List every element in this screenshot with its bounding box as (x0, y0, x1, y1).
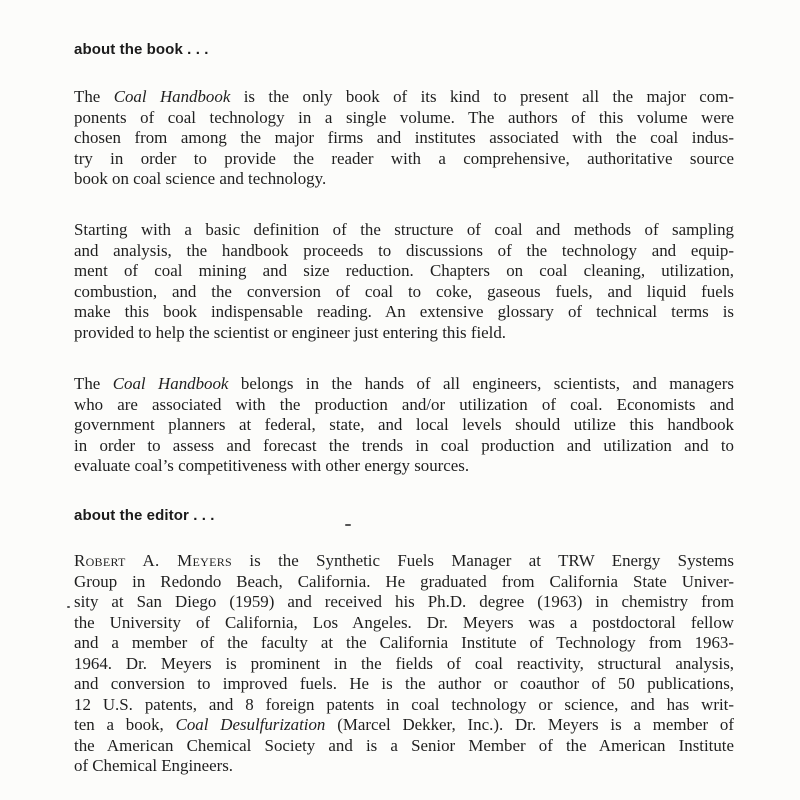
text-line: government planners at federal, state, and local levels should utilize this handbook (74, 415, 734, 434)
text-line: the American Chemical Society and is a Senior Member of the American Institute (74, 735, 734, 755)
book-description-paragraph-3 (74, 374, 734, 477)
text-line: ment of coal mining and size reduction. Chapters on coal cleaning, utilization, (74, 261, 734, 280)
about-the-editor-heading: about the editor . . . (74, 507, 215, 524)
text-line: of Chemical Engineers. (74, 756, 234, 775)
text-line: Group in Redondo Beach, California. He graduated from California State Univer- (74, 571, 734, 591)
text-line: evaluate coal’s competitiveness with other energy sources. (74, 456, 470, 475)
editor-biography-paragraph (74, 551, 734, 777)
print-speck (345, 524, 351, 526)
text-line: in order to assess and forecast the trends in coal production and utilization and to (74, 435, 734, 455)
text-line: make this book indispensable reading. An extensive glossary of technical terms is (74, 302, 734, 321)
text-line: and analysis, the handbook proceeds to discussions of the technology and equip- (74, 240, 734, 260)
text-line: the University of California, Los Angeles. Dr. Meyers was a postdoctoral fellow (74, 612, 734, 632)
book-description-paragraph-1 (74, 87, 734, 190)
text-line: provided to help the scientist or engineer just entering this field. (74, 322, 507, 342)
book-title-italic: Coal Desulfurization (175, 715, 326, 734)
text-line: Robert A. Meyers is the Synthetic Fuels Manager at TRW Energy Systems (74, 551, 734, 570)
text-line: try in order to provide the reader with a comprehensive, authoritative source (74, 148, 734, 168)
text-line: sity at San Diego (1959) and received his Ph.D. degree (1963) in chemistry from (74, 592, 734, 611)
book-title-italic: Coal Handbook (113, 87, 231, 106)
text-line: ten a book, Coal Desulfurization (Marcel Dekker, Inc.). Dr. Meyers is a member of (74, 715, 734, 734)
text-line: 12 U.S. patents, and 8 foreign patents in coal technology or science, and has writ- (74, 694, 734, 714)
editor-name: Robert A. Meyers (74, 551, 233, 570)
book-description-paragraph-2 (74, 220, 734, 343)
text-line: Starting with a basic definition of the structure of coal and methods of sampling (74, 220, 734, 239)
text-line: chosen from among the major firms and institutes associated with the coal indus- (74, 128, 734, 147)
text-line: who are associated with the production and/or utilization of coal. Economists and (74, 394, 734, 414)
text-line: and conversion to improved fuels. He is the author or coauthor of 50 publications, (74, 674, 734, 693)
text-line: The Coal Handbook is the only book of its kind to present all the major com- (74, 87, 735, 106)
text-line: book on coal science and technology. (74, 169, 327, 188)
text-line: combustion, and the conversion of coal to coke, gaseous fuels, and liquid fuels (74, 281, 734, 301)
text-line: 1964. Dr. Meyers is prominent in the fields of coal reactivity, structural analysis, (74, 653, 734, 673)
book-title-italic: Coal Handbook (112, 374, 229, 393)
about-the-book-heading: about the book . . . (74, 41, 209, 58)
print-speck (67, 606, 70, 608)
text-line: ponents of coal technology in a single volume. The authors of this volume were (74, 107, 734, 127)
text-line: and a member of the faculty at the California Institute of Technology from 1963- (74, 633, 734, 652)
text-line: The Coal Handbook belongs in the hands of all engineers, scientists, and managers (74, 374, 734, 393)
